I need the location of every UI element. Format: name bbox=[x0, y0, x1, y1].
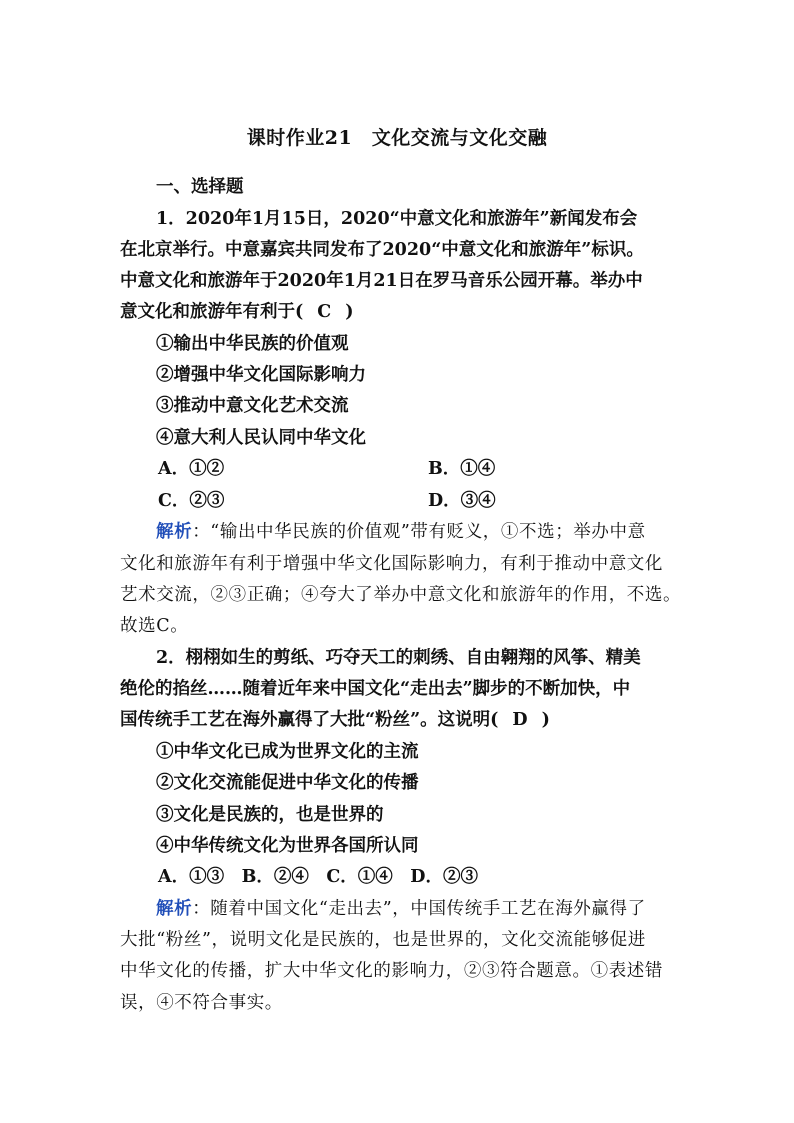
q1-paren-close: ) bbox=[345, 302, 354, 322]
page-title: 课时作业21 文化交流与文化交融 bbox=[246, 127, 548, 149]
q2-analysis-line-2: 大批“粉丝”，说明文化是民族的，也是世界的，文化交流能够促进 bbox=[120, 930, 646, 950]
q2-option-1: ①中华文化已成为世界文化的主流 bbox=[156, 742, 419, 762]
q2-analysis-text-1: ：随着中国文化“走出去”，中国传统手工艺在海外赢得了 bbox=[192, 899, 646, 919]
q2-option-4: ④中华传统文化为世界各国所认同 bbox=[156, 836, 419, 856]
q2-analysis-line-3: 中华文化的传播，扩大中华文化的影响力，②③符合题意。①表述错 bbox=[120, 961, 663, 981]
q1-line-3: 中意文化和旅游年于2020年1月21日在罗马音乐公园开幕。举办中 bbox=[120, 271, 643, 291]
q2-line-3 bbox=[120, 709, 680, 731]
q1-line-1: 1．2020年1月15日，2020“中意文化和旅游年”新闻发布会 bbox=[156, 209, 638, 229]
q2-analysis-line-4: 误，④不符合事实。 bbox=[120, 993, 283, 1013]
q1-analysis-line-4: 故选C。 bbox=[120, 616, 189, 636]
q1-analysis-label: 解析 bbox=[156, 522, 193, 542]
q2-option-2: ②文化交流能促进中华文化的传播 bbox=[156, 773, 419, 793]
q1-analysis-line-1 bbox=[156, 521, 680, 543]
q2-analysis-label: 解析 bbox=[156, 899, 193, 919]
q2-paren-close: ) bbox=[541, 710, 550, 730]
q2-choices: A．①③ B．②④ C．①④ D．②③ bbox=[158, 867, 478, 887]
q1-analysis-line-2: 文化和旅游年有利于增强中华文化国际影响力，有利于推动中意文化 bbox=[120, 554, 663, 574]
q2-line-2: 绝伦的掐丝……随着近年来中国文化“走出去”脚步的不断加快，中 bbox=[120, 679, 631, 699]
q1-choice-d: D．③④ bbox=[428, 491, 496, 511]
q1-answer: C bbox=[317, 302, 332, 322]
q1-option-4: ④意大利人民认同中华文化 bbox=[156, 428, 366, 448]
q1-option-3: ③推动中意文化艺术交流 bbox=[156, 396, 349, 416]
q1-choice-b: B．①④ bbox=[428, 459, 496, 479]
section-heading: 一、选择题 bbox=[156, 177, 244, 197]
q1-line-4 bbox=[120, 301, 680, 323]
q2-option-3: ③文化是民族的，也是世界的 bbox=[156, 805, 384, 825]
q1-stem-end: 意文化和旅游年有利于( bbox=[120, 302, 304, 322]
q2-analysis-line-1 bbox=[156, 898, 680, 920]
q1-choice-c: C．②③ bbox=[158, 491, 225, 511]
q2-answer: D bbox=[512, 710, 528, 730]
q1-analysis-line-3: 艺术交流，②③正确；④夸大了举办中意文化和旅游年的作用，不选。 bbox=[120, 585, 682, 605]
q1-analysis-text-1: ：“输出中华民族的价值观”带有贬义，①不选；举办中意 bbox=[192, 522, 646, 542]
q1-option-1: ①输出中华民族的价值观 bbox=[156, 334, 349, 354]
q2-stem-end: 国传统手工艺在海外赢得了大批“粉丝”。这说明( bbox=[120, 710, 499, 730]
q1-option-2: ②增强中华文化国际影响力 bbox=[156, 365, 366, 385]
q1-choice-a: A．①② bbox=[158, 459, 225, 479]
q2-line-1: 2．栩栩如生的剪纸、巧夺天工的刺绣、自由翱翔的风筝、精美 bbox=[156, 648, 641, 668]
q1-line-2: 在北京举行。中意嘉宾共同发布了2020“中意文化和旅游年”标识。 bbox=[120, 240, 644, 260]
